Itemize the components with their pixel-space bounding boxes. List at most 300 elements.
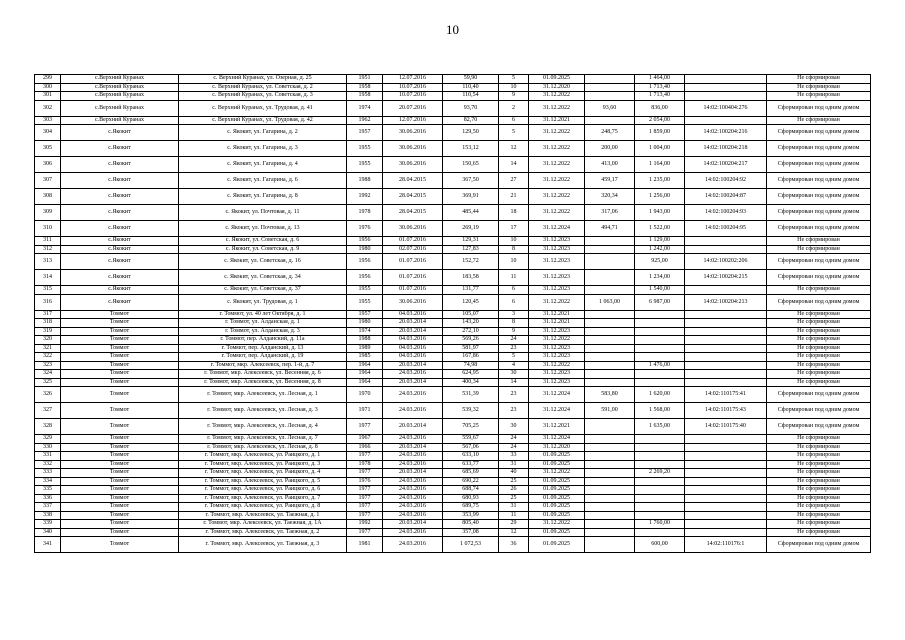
- cell-residents: 8: [499, 319, 529, 328]
- cell-date: 01.07.2016: [383, 286, 443, 295]
- cell-cost: [635, 327, 685, 336]
- cell-year-built: 1974: [347, 100, 383, 116]
- cell-address: с. Якокит, ул. Гагарина, д. 2: [179, 125, 347, 141]
- cell-address: г. Томмот, мкр. Алексеевск, ул. Лесная, д. 4: [179, 419, 347, 435]
- cell-cost: [635, 486, 685, 495]
- cell-cost: [635, 435, 685, 444]
- cell-date: 04.03.2016: [383, 344, 443, 353]
- cell-status: Не сформирован: [767, 310, 871, 319]
- cell-cost: 1 476,00: [635, 361, 685, 370]
- table-row: [35, 443, 871, 452]
- cell-cost: [635, 310, 685, 319]
- cell-address: с. Якокит, ул. Советская, д. 34: [179, 270, 347, 286]
- cell-status: Сформирован под одним домом: [767, 537, 871, 553]
- cell-cadastral-number: [685, 116, 767, 125]
- cell-settlement: с.Верхний Куранах: [61, 100, 179, 116]
- cell-deadline: 31.12.2023: [529, 254, 585, 270]
- cell-deadline: 31.12.2024: [529, 435, 585, 444]
- cell-residents: 8: [499, 245, 529, 254]
- cell-area: 120,45: [443, 294, 499, 310]
- cell-land-area: [585, 245, 635, 254]
- cell-status: Сформирован под одним домом: [767, 125, 871, 141]
- cell-area: 624,95: [443, 370, 499, 379]
- cell-date: 04.03.2016: [383, 336, 443, 345]
- cell-address: г. Томмот, ул. 40 лет Октября, д. 1: [179, 310, 347, 319]
- cell-settlement: с.Якокит: [61, 173, 179, 189]
- cell-land-area: [585, 419, 635, 435]
- cell-deadline: 31.12.2024: [529, 403, 585, 419]
- cell-land-area: 1 063,00: [585, 294, 635, 310]
- cell-area: 93,70: [443, 100, 499, 116]
- cell-land-area: [585, 370, 635, 379]
- cell-address: с. Верхний Куранах, ул. Советская, д. 3: [179, 92, 347, 101]
- cell-date: 24.03.2016: [383, 537, 443, 553]
- cell-deadline: 31.12.2022: [529, 520, 585, 529]
- cell-address: г. Томмот, мкр. Алексеевск, ул. Лесная, д. 3: [179, 403, 347, 419]
- cell-cost: [635, 477, 685, 486]
- cell-residents: 6: [499, 116, 529, 125]
- cell-deadline: 31.12.2020: [529, 83, 585, 92]
- cell-deadline: 01.09.2025: [529, 494, 585, 503]
- cell-address: г. Томмот, мкр. Алексеевск, пер. 1-й, д. 7: [179, 361, 347, 370]
- cell-cost: [635, 370, 685, 379]
- cell-cadastral-number: 14:02:100404:276: [685, 100, 767, 116]
- cell-row-number: 341: [35, 537, 61, 553]
- cell-address: г. Томмот, мкр. Алексеевск, ул. Раицкого, д. 3: [179, 460, 347, 469]
- cell-row-number: 321: [35, 344, 61, 353]
- cell-settlement: с.Верхний Куранах: [61, 75, 179, 84]
- cell-row-number: 303: [35, 116, 61, 125]
- cell-cadastral-number: 14:02:100204:95: [685, 221, 767, 237]
- table-row: [35, 344, 871, 353]
- cell-cadastral-number: 14:02:110175:40: [685, 419, 767, 435]
- table-row: [35, 157, 871, 173]
- cell-deadline: 01.09.2025: [529, 511, 585, 520]
- cell-residents: 9: [499, 92, 529, 101]
- cell-cost: [635, 452, 685, 461]
- cell-year-built: 1956: [347, 254, 383, 270]
- cell-settlement: Томмот: [61, 503, 179, 512]
- cell-date: 28.04.2015: [383, 189, 443, 205]
- cell-land-area: [585, 310, 635, 319]
- cell-address: г. Томмот, мкр. Алексеевск, ул. Лесная, д. 1: [179, 387, 347, 403]
- cell-status: Сформирован под одним домом: [767, 141, 871, 157]
- cell-row-number: 329: [35, 435, 61, 444]
- cell-land-area: 317,06: [585, 205, 635, 221]
- table-row: [35, 486, 871, 495]
- table-row: [35, 310, 871, 319]
- cell-deadline: 31.12.2022: [529, 336, 585, 345]
- cell-cadastral-number: 14:02:100204:92: [685, 173, 767, 189]
- cell-year-built: 1967: [347, 435, 383, 444]
- table-row: [35, 141, 871, 157]
- cell-land-area: [585, 469, 635, 478]
- cell-year-built: 1992: [347, 189, 383, 205]
- cell-date: 24.03.2016: [383, 403, 443, 419]
- cell-deadline: 01.09.2025: [529, 537, 585, 553]
- cell-cadastral-number: 14:02:100202:206: [685, 254, 767, 270]
- table-row: [35, 173, 871, 189]
- cell-address: с. Якокит, ул. Гагарина, д. 4: [179, 157, 347, 173]
- cell-land-area: [585, 452, 635, 461]
- cell-status: Сформирован под одним домом: [767, 173, 871, 189]
- cell-status: Не сформирован: [767, 511, 871, 520]
- cell-land-area: [585, 254, 635, 270]
- cell-residents: 4: [499, 361, 529, 370]
- cell-settlement: с.Якокит: [61, 125, 179, 141]
- cell-date: 20.03.2014: [383, 378, 443, 387]
- cell-cost: 1 713,40: [635, 83, 685, 92]
- table-row: [35, 361, 871, 370]
- cell-year-built: 1977: [347, 469, 383, 478]
- cell-year-built: 1966: [347, 443, 383, 452]
- cell-area: 633,77: [443, 460, 499, 469]
- cell-cadastral-number: [685, 353, 767, 362]
- cell-address: с. Якокит, ул. Почтовая, д. 13: [179, 221, 347, 237]
- cell-status: Не сформирован: [767, 361, 871, 370]
- cell-area: 680,93: [443, 494, 499, 503]
- table-row: [35, 378, 871, 387]
- cell-year-built: 1977: [347, 494, 383, 503]
- cell-address: с. Якокит, ул. Советская, д. 9: [179, 245, 347, 254]
- table-row: [35, 452, 871, 461]
- cell-residents: 25: [499, 477, 529, 486]
- cell-year-built: 1958: [347, 92, 383, 101]
- cell-cost: [635, 378, 685, 387]
- cell-address: с. Верхний Куранах, ул. Трудовая, д. 42: [179, 116, 347, 125]
- cell-date: 02.07.2016: [383, 245, 443, 254]
- cell-settlement: Томмот: [61, 477, 179, 486]
- cell-deadline: 31.12.2022: [529, 141, 585, 157]
- cell-status: Сформирован под одним домом: [767, 205, 871, 221]
- cell-address: с. Верхний Куранах, ул. Советская, д. 2: [179, 83, 347, 92]
- cell-cost: [635, 511, 685, 520]
- cell-residents: 25: [499, 494, 529, 503]
- cell-cadastral-number: [685, 344, 767, 353]
- table-row: [35, 237, 871, 246]
- cell-year-built: 1958: [347, 83, 383, 92]
- cell-row-number: 315: [35, 286, 61, 295]
- cell-cost: 1 540,00: [635, 286, 685, 295]
- cell-settlement: Томмот: [61, 520, 179, 529]
- cell-deadline: 01.09.2025: [529, 452, 585, 461]
- cell-land-area: [585, 327, 635, 336]
- cell-deadline: 01.09.2025: [529, 486, 585, 495]
- cell-date: 04.03.2016: [383, 310, 443, 319]
- cell-residents: 30: [499, 370, 529, 379]
- cell-cadastral-number: [685, 286, 767, 295]
- cell-settlement: Томмот: [61, 378, 179, 387]
- cell-land-area: [585, 336, 635, 345]
- cell-land-area: 583,80: [585, 387, 635, 403]
- table-row: [35, 286, 871, 295]
- cell-row-number: 326: [35, 387, 61, 403]
- cell-year-built: 1964: [347, 361, 383, 370]
- table-row: [35, 469, 871, 478]
- cell-row-number: 305: [35, 141, 61, 157]
- cell-address: с. Якокит, ул. Советская, д. 37: [179, 286, 347, 295]
- cell-deadline: 31.12.2021: [529, 419, 585, 435]
- cell-deadline: 31.12.2021: [529, 116, 585, 125]
- cell-address: г. Томмот, пер. Алданский, д. 13: [179, 344, 347, 353]
- cell-settlement: Томмот: [61, 361, 179, 370]
- cell-area: 705,25: [443, 419, 499, 435]
- cell-year-built: 1977: [347, 419, 383, 435]
- cell-cadastral-number: [685, 494, 767, 503]
- table-row: [35, 460, 871, 469]
- cell-land-area: [585, 270, 635, 286]
- cell-address: г. Томмот, мкр. Алексеевск, ул. Раицкого, д. 8: [179, 503, 347, 512]
- cell-area: 357,08: [443, 528, 499, 537]
- cell-row-number: 300: [35, 83, 61, 92]
- cell-settlement: Томмот: [61, 419, 179, 435]
- cell-settlement: с.Якокит: [61, 254, 179, 270]
- cell-deadline: 31.12.2020: [529, 443, 585, 452]
- cell-status: Не сформирован: [767, 494, 871, 503]
- cell-deadline: 31.12.2022: [529, 469, 585, 478]
- cell-row-number: 340: [35, 528, 61, 537]
- cell-area: 153,12: [443, 141, 499, 157]
- cell-address: с. Верхний Куранах, ул. Трудовая, д. 41: [179, 100, 347, 116]
- cell-cadastral-number: 14:02:100204:213: [685, 294, 767, 310]
- cell-area: 74,98: [443, 361, 499, 370]
- cell-deadline: 31.12.2023: [529, 270, 585, 286]
- cell-year-built: 1989: [347, 344, 383, 353]
- cell-deadline: 31.12.2024: [529, 387, 585, 403]
- cell-residents: 6: [499, 294, 529, 310]
- cell-land-area: [585, 537, 635, 553]
- cell-area: 688,74: [443, 486, 499, 495]
- cell-cadastral-number: 14:02:100204:216: [685, 125, 767, 141]
- cell-area: 369,91: [443, 189, 499, 205]
- cell-settlement: Томмот: [61, 460, 179, 469]
- table-row: [35, 528, 871, 537]
- cell-cadastral-number: [685, 477, 767, 486]
- cell-year-built: 1964: [347, 378, 383, 387]
- cell-deadline: 01.09.2025: [529, 528, 585, 537]
- cell-land-area: [585, 344, 635, 353]
- cell-year-built: 1955: [347, 286, 383, 295]
- cell-land-area: [585, 520, 635, 529]
- cell-settlement: с.Верхний Куранах: [61, 83, 179, 92]
- cell-address: г. Томмот, мкр. Алексеевск, ул. Весенняя, д. 8: [179, 378, 347, 387]
- cell-cadastral-number: [685, 452, 767, 461]
- cell-deadline: 31.12.2022: [529, 92, 585, 101]
- cell-settlement: Томмот: [61, 387, 179, 403]
- table-row: [35, 537, 871, 553]
- cell-cost: 1 242,00: [635, 245, 685, 254]
- cell-cadastral-number: [685, 310, 767, 319]
- cell-area: 105,07: [443, 310, 499, 319]
- cell-cadastral-number: [685, 443, 767, 452]
- page-number: 10: [446, 22, 459, 37]
- cell-date: 01.07.2016: [383, 254, 443, 270]
- cell-year-built: 1957: [347, 125, 383, 141]
- cell-cadastral-number: [685, 237, 767, 246]
- cell-address: г. Томмот, мкр. Алексеевск, ул. Лесная, д. 8: [179, 443, 347, 452]
- cell-row-number: 306: [35, 157, 61, 173]
- cell-date: 20.03.2014: [383, 469, 443, 478]
- cell-area: 129,31: [443, 237, 499, 246]
- cell-settlement: Томмот: [61, 327, 179, 336]
- table-row: [35, 83, 871, 92]
- cell-row-number: 307: [35, 173, 61, 189]
- cell-row-number: 308: [35, 189, 61, 205]
- table-row: [35, 494, 871, 503]
- table-row: [35, 116, 871, 125]
- cell-row-number: 301: [35, 92, 61, 101]
- cell-row-number: 312: [35, 245, 61, 254]
- cell-cadastral-number: [685, 378, 767, 387]
- cell-date: 30.06.2016: [383, 141, 443, 157]
- cell-status: Не сформирован: [767, 83, 871, 92]
- cell-cadastral-number: [685, 503, 767, 512]
- cell-land-area: [585, 378, 635, 387]
- cell-date: 20.03.2014: [383, 361, 443, 370]
- cell-land-area: [585, 435, 635, 444]
- cell-land-area: 413,00: [585, 157, 635, 173]
- cell-deadline: 31.12.2022: [529, 173, 585, 189]
- cell-status: Не сформирован: [767, 245, 871, 254]
- cell-settlement: Томмот: [61, 336, 179, 345]
- cell-address: г. Томмот, мкр. Алексеевск, ул. Таежная, д. 3: [179, 537, 347, 553]
- cell-date: 24.03.2016: [383, 452, 443, 461]
- cell-area: 129,50: [443, 125, 499, 141]
- cell-date: 28.04.2015: [383, 205, 443, 221]
- cell-land-area: [585, 486, 635, 495]
- cell-row-number: 314: [35, 270, 61, 286]
- cell-status: Сформирован под одним домом: [767, 157, 871, 173]
- cell-area: 569,26: [443, 336, 499, 345]
- table-row: [35, 92, 871, 101]
- cell-area: 183,58: [443, 270, 499, 286]
- cell-cost: 1 256,00: [635, 189, 685, 205]
- cell-date: 12.07.2016: [383, 116, 443, 125]
- cell-cost: 1 859,00: [635, 125, 685, 141]
- cell-settlement: с.Якокит: [61, 157, 179, 173]
- table-row: [35, 245, 871, 254]
- cell-area: 567,06: [443, 443, 499, 452]
- cell-cadastral-number: [685, 528, 767, 537]
- cell-cost: 1 943,00: [635, 205, 685, 221]
- cell-residents: 11: [499, 270, 529, 286]
- table-row: [35, 125, 871, 141]
- cell-cadastral-number: [685, 75, 767, 84]
- cell-settlement: с.Якокит: [61, 221, 179, 237]
- cell-settlement: Томмот: [61, 537, 179, 553]
- cell-area: 269,19: [443, 221, 499, 237]
- cell-year-built: 1977: [347, 486, 383, 495]
- cell-year-built: 1980: [347, 245, 383, 254]
- cell-deadline: 31.12.2023: [529, 378, 585, 387]
- cell-row-number: 309: [35, 205, 61, 221]
- table-row: [35, 254, 871, 270]
- cell-address: с. Якокит, ул. Советская, д. 6: [179, 237, 347, 246]
- cell-address: с. Якокит, ул. Почтовая, д. 11: [179, 205, 347, 221]
- cell-address: с. Якокит, ул. Трудовая, д. 1: [179, 294, 347, 310]
- cell-row-number: 335: [35, 486, 61, 495]
- cell-residents: 30: [499, 419, 529, 435]
- cell-year-built: 1988: [347, 173, 383, 189]
- cell-deadline: 31.12.2022: [529, 157, 585, 173]
- cell-address: г. Томмот, мкр. Алексеевск, ул. Таежная, д. 1А: [179, 520, 347, 529]
- table-row: [35, 189, 871, 205]
- table-row: [35, 336, 871, 345]
- cell-land-area: [585, 511, 635, 520]
- cell-year-built: 1971: [347, 403, 383, 419]
- cell-settlement: Томмот: [61, 511, 179, 520]
- cell-area: 539,32: [443, 403, 499, 419]
- cell-year-built: 1978: [347, 205, 383, 221]
- cell-cadastral-number: [685, 361, 767, 370]
- cell-address: г. Томмот, пер. Алданский, д. 11а: [179, 336, 347, 345]
- cell-cadastral-number: [685, 469, 767, 478]
- cell-row-number: 320: [35, 336, 61, 345]
- cell-date: 20.07.2016: [383, 100, 443, 116]
- cell-deadline: 31.12.2023: [529, 245, 585, 254]
- cell-row-number: 317: [35, 310, 61, 319]
- cell-residents: 3: [499, 310, 529, 319]
- cell-date: 24.03.2016: [383, 477, 443, 486]
- cell-status: Сформирован под одним домом: [767, 403, 871, 419]
- cell-cadastral-number: [685, 245, 767, 254]
- cell-cadastral-number: [685, 319, 767, 328]
- cell-cost: 1 464,00: [635, 75, 685, 84]
- cell-cost: 1 760,00: [635, 520, 685, 529]
- cell-deadline: 31.12.2023: [529, 353, 585, 362]
- table-row: [35, 387, 871, 403]
- cell-area: 143,20: [443, 319, 499, 328]
- cell-cadastral-number: 14:02:110176:1: [685, 537, 767, 553]
- cell-status: Сформирован под одним домом: [767, 270, 871, 286]
- cell-status: Не сформирован: [767, 370, 871, 379]
- cell-deadline: 01.09.2025: [529, 477, 585, 486]
- cell-residents: 10: [499, 254, 529, 270]
- cell-residents: 11: [499, 511, 529, 520]
- cell-status: Не сформирован: [767, 75, 871, 84]
- table-row: [35, 270, 871, 286]
- cell-year-built: 1962: [347, 116, 383, 125]
- cell-settlement: Томмот: [61, 528, 179, 537]
- cell-row-number: 323: [35, 361, 61, 370]
- table-row: [35, 435, 871, 444]
- cell-land-area: [585, 528, 635, 537]
- cell-date: 04.03.2016: [383, 353, 443, 362]
- cell-row-number: 316: [35, 294, 61, 310]
- cell-status: Не сформирован: [767, 460, 871, 469]
- cell-year-built: 1956: [347, 270, 383, 286]
- cell-year-built: 1980: [347, 319, 383, 328]
- table-row: [35, 319, 871, 328]
- cell-settlement: с.Якокит: [61, 189, 179, 205]
- cell-area: 633,10: [443, 452, 499, 461]
- cell-status: Не сформирован: [767, 520, 871, 529]
- cell-residents: 23: [499, 387, 529, 403]
- table-row: [35, 221, 871, 237]
- cell-area: 272,10: [443, 327, 499, 336]
- cell-row-number: 333: [35, 469, 61, 478]
- cell-deadline: 31.12.2021: [529, 310, 585, 319]
- cell-area: 690,22: [443, 477, 499, 486]
- cell-row-number: 311: [35, 237, 61, 246]
- cell-cadastral-number: [685, 92, 767, 101]
- cell-settlement: с.Верхний Куранах: [61, 116, 179, 125]
- cell-land-area: [585, 361, 635, 370]
- cell-cost: 2 269,20: [635, 469, 685, 478]
- cell-year-built: 1951: [347, 75, 383, 84]
- cell-settlement: с.Якокит: [61, 237, 179, 246]
- cell-area: 110,54: [443, 92, 499, 101]
